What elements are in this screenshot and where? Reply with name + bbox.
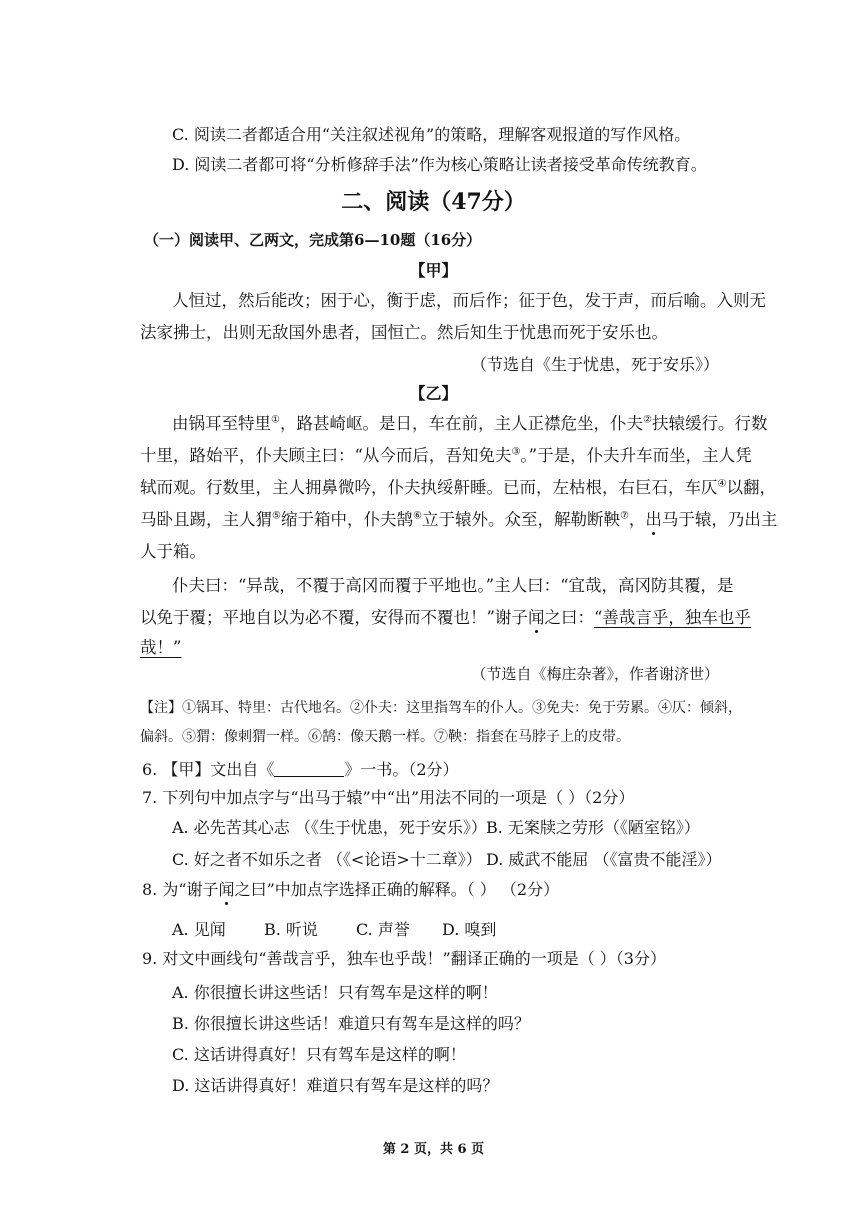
q8-option-c: C. 声誉 <box>356 920 410 939</box>
dotted-char-wen-q8: 闻 <box>218 880 235 899</box>
section-title: 二、阅读（47分） <box>341 189 526 215</box>
q7-option-d: D. 威武不能屈 （《富贵不能淫》） <box>486 850 722 869</box>
yi-line-6: 仆夫曰：“异哉，不覆于高冈而覆于平地也。”主人曰：“宜哉，高冈防其覆，是 <box>172 576 734 595</box>
q9-option-b: B. 你很擅长讲这些话！难道只有驾车是这样的吗？ <box>172 1014 530 1033</box>
jia-line-1: 人恒过，然后能改；困于心，衡于虑，而后作；征于色，发于声，而后喻。入则无 <box>172 291 766 310</box>
yi-line-3: 轼而观。行数里，主人拥鼻微吟，仆夫执绥鼾睡。已而，左枯根，右巨石，车仄④以翻， <box>140 478 776 497</box>
jia-line-2: 法家拂士，出则无敌国外患者，国恒亡。然后知生于忧患而死于安乐也。 <box>140 323 668 342</box>
option-d-prev: D. 阅读二者都可将“分析修辞手法”作为核心策略让读者接受革命传统教育。 <box>172 155 707 174</box>
q7-option-b: B. 无案牍之劳形（《陋室铭》） <box>486 818 700 837</box>
question-7: 7. 下列句中加点字与“出马于辕”中“出”用法不同的一项是（ ）（2分） <box>142 788 635 807</box>
underlined-sentence-end: 哉！” <box>140 638 182 657</box>
option-c-prev: C. 阅读二者都适合用“关注叙述视角”的策略，理解客观报道的写作风格。 <box>172 125 691 144</box>
yi-source: （节选自《梅庄杂著》，作者谢济世） <box>471 665 719 683</box>
note-line-2: 偏斜。⑤猬：像刺猬一样。⑥鹄：像天鹅一样。⑦鞅：指套在马脖子上的皮带。 <box>140 729 630 745</box>
question-8: 8. 为“谢子闻之曰”中加点字选择正确的解释。（ ） （2分） <box>142 880 560 899</box>
yi-line-7: 以免于覆；平地自以为必不覆，安得而不覆也！”谢子闻之曰：“善哉言乎，独车也乎 <box>140 608 751 627</box>
page-footer: 第 2 页，共 6 页 <box>382 1142 485 1157</box>
yi-line-5: 人于箱。 <box>140 542 206 561</box>
note-line-1: 【注】①锅耳、特里：古代地名。②仆夫：这里指驾车的仆人。③免夫：免于劳累。④仄：倾斜， <box>140 700 742 716</box>
yi-line-8 <box>140 640 181 657</box>
q9-option-a: A. 你很擅长讲这些话！只有驾车是这样的啊！ <box>172 983 498 1002</box>
yi-line-1: 由锅耳至特里①，路甚崎岖。是日，车在前，主人正襟危坐，仆夫②扶辕缓行。行数 <box>172 414 768 433</box>
q8-option-b: B. 听说 <box>264 920 318 939</box>
q9-option-c: C. 这话讲得真好！只有驾车是这样的啊！ <box>172 1045 466 1064</box>
answer-blank[interactable] <box>274 762 344 777</box>
yi-line-2: 十里，路始平，仆夫顾主曰：“从今而后，吾知免夫③。”于是，仆夫升车而坐，主人凭 <box>140 446 752 465</box>
jia-source: （节选自《生于忧患，死于安乐》） <box>470 355 719 374</box>
q8-option-d: D. 嗅到 <box>442 920 497 939</box>
q7-option-c: C. 好之者不如乐之者 （《<论语>十二章》） <box>172 850 482 869</box>
yi-label: 【乙】 <box>409 384 458 403</box>
q7-option-a: A. 必先苦其心志 （《生于忧患，死于安乐》） <box>172 818 487 837</box>
underlined-sentence: “善哉言乎，独车也乎 <box>593 608 751 627</box>
yi-line-4: 马卧且踢，主人猬⑤缩于箱中，仆夫鹄⑥立于辕外。众至，解勒断鞅⑦，出马于辕，乃出主 <box>140 510 778 529</box>
sub-heading: （一）阅读甲、乙两文，完成第6—10题（16分） <box>144 231 482 249</box>
question-6: 6. 【甲】文出自《 》一书。（2分） <box>142 760 459 779</box>
dotted-char-wen: 闻 <box>527 608 545 627</box>
q9-option-d: D. 这话讲得真好！难道只有驾车是这样的吗？ <box>172 1076 499 1095</box>
q8-option-a: A. 见闻 <box>172 920 226 939</box>
dotted-char-chu: 出 <box>645 510 662 529</box>
question-9: 9. 对文中画线句“善哉言乎，独车也乎哉！”翻译正确的一项是（ ）（3分） <box>142 949 666 968</box>
jia-label: 【甲】 <box>409 261 458 280</box>
